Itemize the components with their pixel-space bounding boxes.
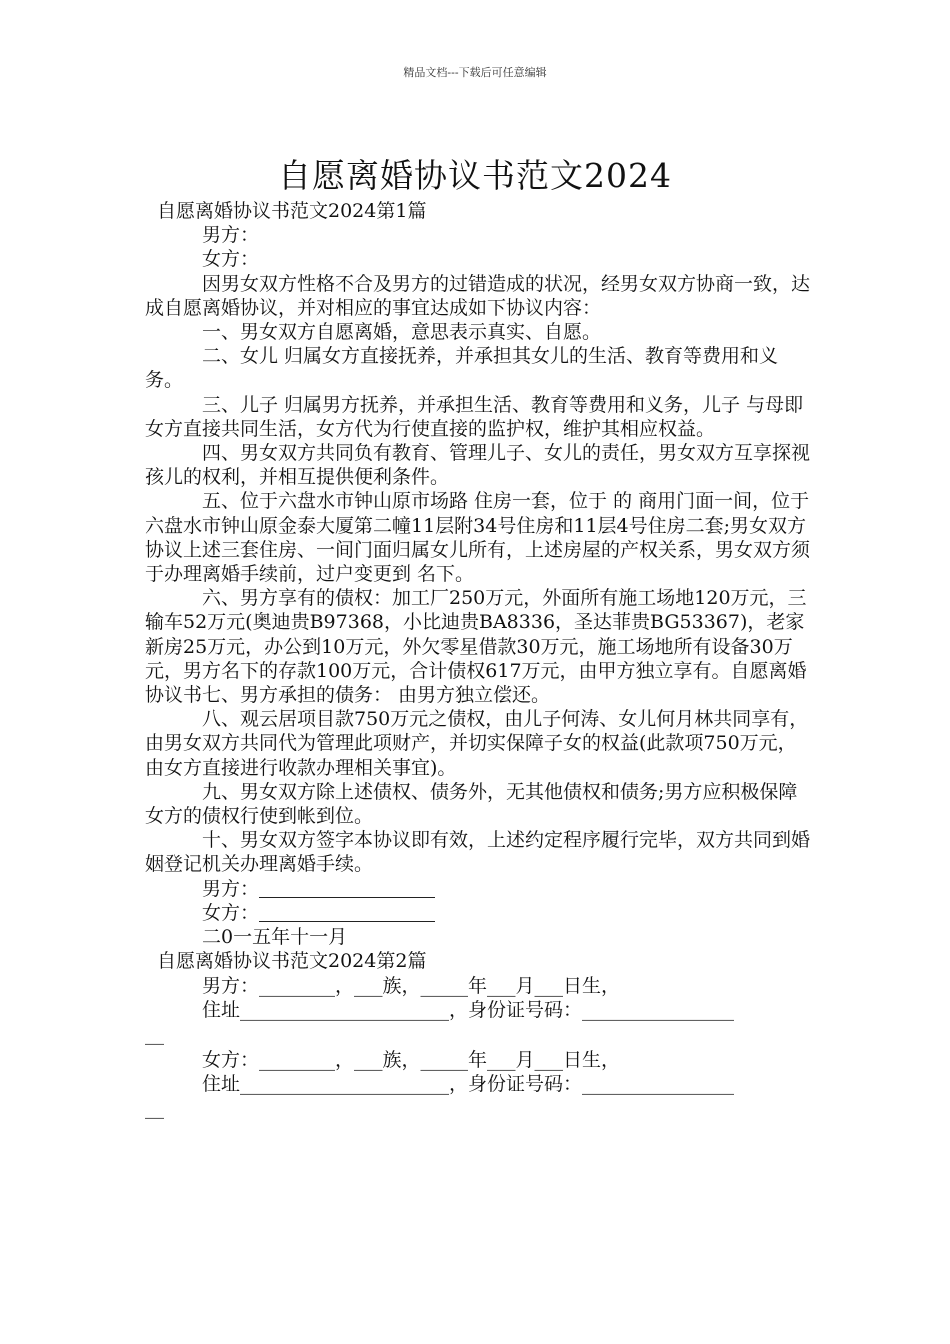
man-info-line: 男方：________，___族，_____年___月___日生，	[202, 974, 621, 997]
clause-6: 六、男方享有的债权：加工厂250万元，外面所有施工场地120万元，三输车52万元(奥迪贵B97368，小比迪贵BA8336，圣达菲贵BG53367)，老家新房25万元，办公到10万元，外欠零星借款30万元，施工场地所有设备30万元，男方名下的存款100万元，合计债权617万元，由甲方独立享有。自愿离婚协议书七、男方承担的债务： 由男方独立偿还。	[145, 587, 807, 707]
signature-woman-label: 女方：	[202, 901, 260, 924]
woman-label: 女方：	[202, 248, 260, 271]
clause-2: 二、女儿 归属女方直接抚养，并承担其女儿的生活、教育等费用和义务。	[145, 345, 779, 392]
section-2-heading: 自愿离婚协议书范文2024第2篇	[157, 950, 427, 973]
woman-address-line: 住址______________________，身份证号码：________________	[202, 1073, 735, 1096]
clause-10: 十、男女双方签字本协议即有效，上述约定程序履行完毕，双方共同到婚姻登记机关办理离婚手续。	[145, 829, 811, 876]
clause-8: 八、观云居项目款750万元之债权，由儿子何涛、女儿何月林共同享有，由男女双方共同代为管理此项财产，并切实保障子女的权益(此款项750万元，由女方直接进行收款办理相关事宜)。	[145, 708, 809, 779]
signature-man-line	[145, 877, 810, 901]
clause-4: 四、男女双方共同负有教育、管理儿子、女儿的责任，男女双方互享探视孩儿的权利，并相互提供便利条件。	[145, 442, 811, 489]
clause-1: 一、男女双方自愿离婚，意思表示真实、自愿。	[202, 321, 602, 344]
document-body	[145, 199, 810, 1122]
signature-man-label: 男方：	[202, 877, 260, 900]
man-address-continuation: __	[145, 1022, 164, 1045]
signature-man-blank	[259, 879, 435, 898]
woman-info-line: 女方：________，___族，_____年___月___日生，	[202, 1048, 621, 1071]
clause-9: 九、男女双方除上述债权、债务外，无其他债权和债务;男方应积极保障女方的债权行使到帐到位。	[145, 780, 798, 828]
section-1-heading: 自愿离婚协议书范文2024第1篇	[157, 200, 427, 222]
clause-5: 五、位于六盘水市钟山原市场路 住房一套，位于 的 商用门面一间，位于六盘水市钟山原金泰大厦第二幢11层附34号住房和11层4号住房二套;男女双方协议上述三套住房、一间门面归属女儿所有，上述房屋的产权关系，男女双方须于办理离婚手续前，过户变更到 名下。	[145, 490, 811, 586]
signature-woman-line	[145, 901, 810, 925]
man-address-line: 住址______________________，身份证号码：________________	[202, 998, 735, 1021]
document-title: 自愿离婚协议书范文2024	[278, 156, 672, 196]
woman-address-continuation: __	[145, 1097, 164, 1120]
signature-woman-blank	[259, 903, 435, 922]
header-note: 精品文档---下载后可任意编辑	[403, 66, 547, 79]
clause-3: 三、儿子 归属男方抚养，并承担生活、教育等费用和义务，儿子 与母即女方直接共同生活，女方代为行使直接的监护权，维护其相应权益。	[145, 393, 804, 440]
man-label: 男方：	[202, 224, 260, 247]
agreement-date: 二0一五年十一月	[202, 926, 348, 949]
intro-paragraph: 因男女双方性格不合及男方的过错造成的状况，经男女双方协商一致，达成自愿离婚协议，并对相应的事宜达成如下协议内容：	[145, 272, 811, 319]
